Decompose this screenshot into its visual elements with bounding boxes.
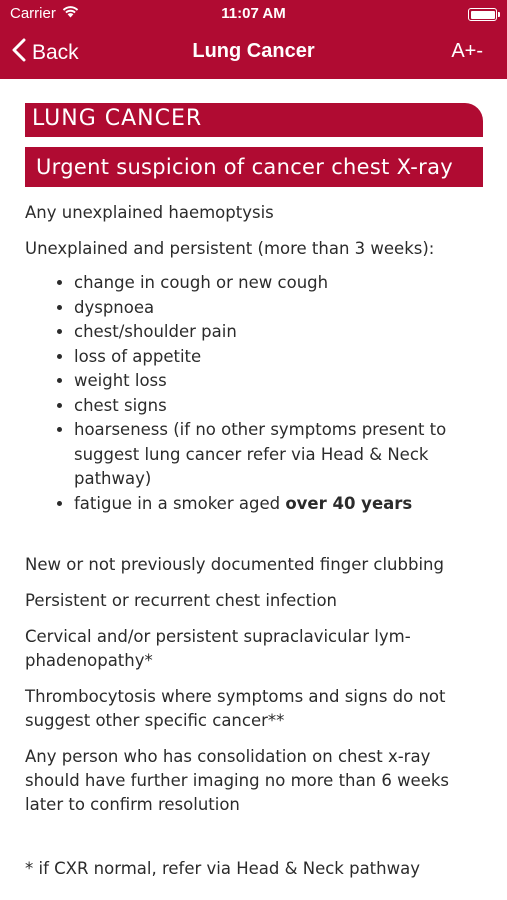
font-size-button[interactable]: A+- [451,40,483,62]
list-item: • chest signs [74,394,483,419]
list-item: • loss of appetite [74,345,483,370]
symptom-list [25,271,483,516]
navigation-bar [0,28,507,79]
paragraph-clubbing: New or not previously documented finger clubbing [25,555,444,574]
footnote: * if CXR normal, refer via Head & Neck pathway [25,859,420,878]
status-time: 11:07 AM [221,5,286,22]
list-item: • change in cough or new cough [74,271,483,296]
article-content [25,103,483,881]
list-item: • dyspnoea [74,296,483,321]
section-header: LUNG CANCER [25,103,483,137]
battery-icon [468,8,497,21]
list-item: • hoarseness (if no other symptoms present to suggest lung cancer refer via Head & Neck pathway) [74,418,483,492]
fatigue-text: fatigue in a smoker aged [74,493,286,513]
back-label: Back [32,41,79,64]
list-item: • chest/shoulder pain [74,320,483,345]
paragraph-persistent: Unexplained and persistent (more than 3 weeks): [25,239,435,258]
list-item-fatigue [74,492,483,517]
subsection-header: Urgent suspicion of cancer chest X-ray [25,147,483,187]
page-title: Lung Cancer [192,40,315,62]
fatigue-emphasis: over 40 years [285,493,413,513]
paragraph-haemoptysis: Any unexplained haemoptysis [25,203,274,222]
list-item: • weight loss [74,369,483,394]
paragraph-thrombocytosis: Thrombocytosis where symptoms and signs do not suggest other specific cancer** [25,687,446,730]
paragraph-consolidation: Any person who has consolidation on chest x-ray should have further imaging no more than 6 weeks later to confirm resolution [25,747,450,814]
paragraph-lymphadenopathy: Cervical and/or persistent supraclavicular lymphadenopathy* [25,627,411,670]
carrier-label: Carrier [10,5,56,22]
status-bar [0,0,507,28]
paragraph-infection: Persistent or recurrent chest infection [25,591,338,610]
